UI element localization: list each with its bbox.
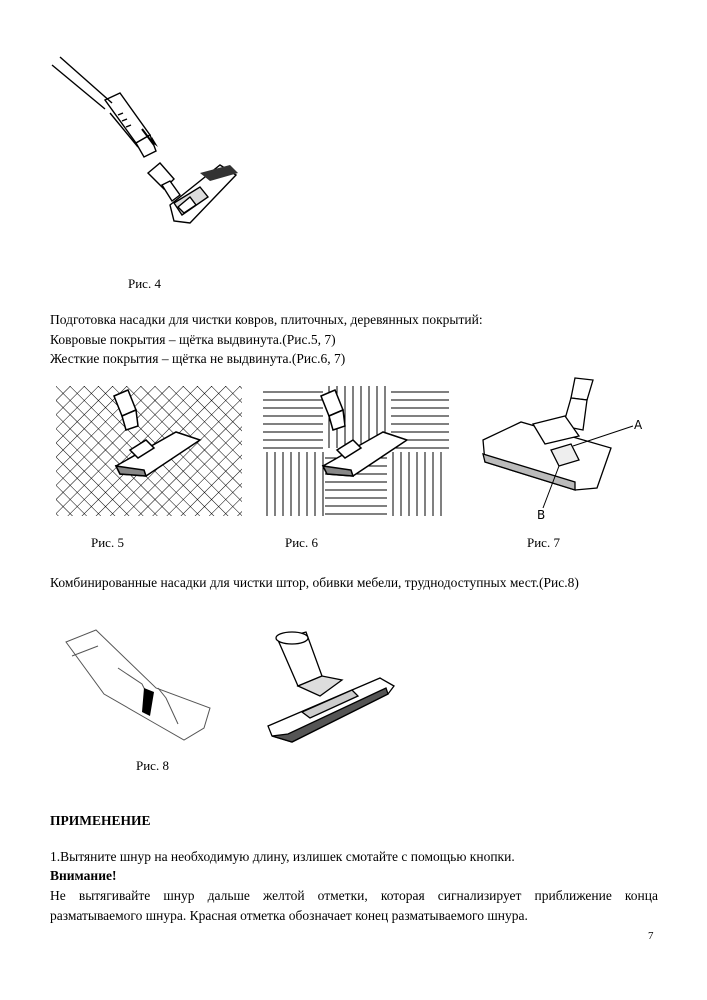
warning-title: Внимание!	[50, 868, 117, 883]
usage-step-1: 1.Вытяните шнур на необходимую длину, излишек смотайте с помощью кнопки.	[50, 849, 515, 864]
prep-line-2: Ковровые покрытия – щётка выдвинута.(Рис.5, 7)	[50, 332, 336, 347]
warning-text: Не вытягивайте шнур дальше желтой отметки, которая сигнализирует приближение конца разматываемого шнура. Красная отметка обозначает конец разматываемого шнура.	[50, 888, 658, 923]
prep-line-3: Жесткие покрытия – щётка не выдвинута.(Рис.6, 7)	[50, 351, 346, 366]
figure-8-caption: Рис. 8	[136, 758, 169, 773]
figure-7-image	[475, 370, 665, 530]
figure-6-caption: Рис. 6	[285, 535, 318, 550]
figure-7-label-b: B	[537, 508, 546, 522]
page-number: 7	[648, 930, 654, 942]
figure-7-caption: Рис. 7	[527, 535, 560, 550]
figure-5-caption: Рис. 5	[91, 535, 124, 550]
figure-6-image	[263, 386, 449, 516]
figure-8-upholstery-image	[262, 630, 412, 750]
combo-text: Комбинированные насадки для чистки штор, обивки мебели, труднодоступных мест.(Рис.8)	[50, 575, 579, 590]
figure-8-crevice-image	[58, 628, 218, 748]
figure-7-label-a: A	[634, 418, 643, 432]
prep-line-1: Подготовка насадки для чистки ковров, плиточных, деревянных покрытий:	[50, 312, 483, 327]
figure-5-image	[56, 386, 242, 516]
figure-4-image	[50, 55, 240, 250]
figure-4-caption: Рис. 4	[128, 276, 161, 291]
usage-heading: ПРИМЕНЕНИЕ	[50, 813, 151, 828]
